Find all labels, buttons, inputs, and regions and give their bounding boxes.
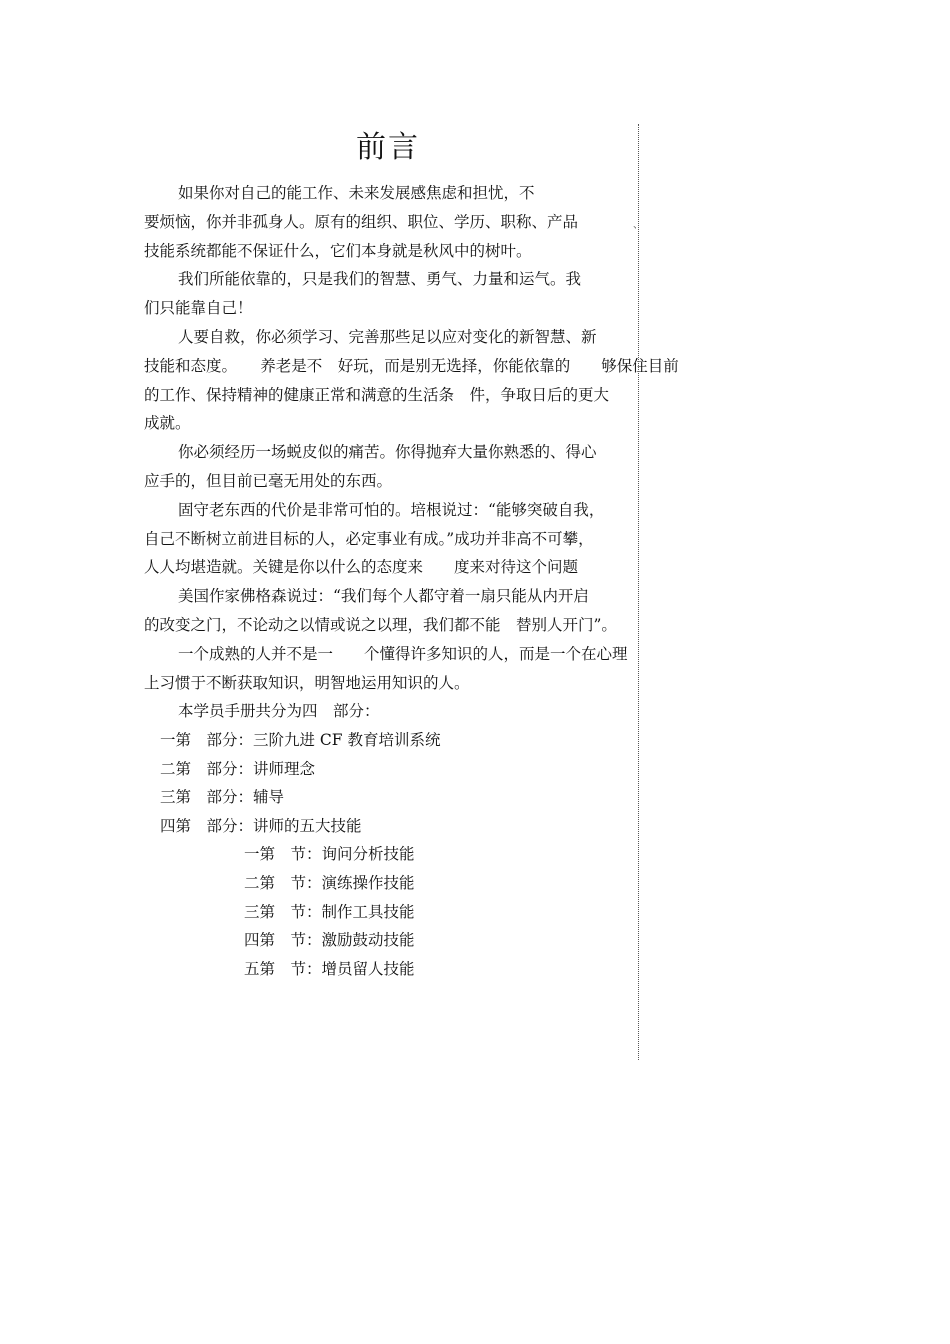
text-line: 的改变之门，不论动之以情或说之以理，我们都不能 替别人开门”。 [144, 615, 617, 634]
text-line: 一个成熟的人并不是一 个懂得许多知识的人，而是一个在心理 [178, 644, 628, 663]
text-line: 技能和态度。 养老是不 好玩，而是别无选择，你能依靠的 够保住目前 [144, 356, 679, 375]
text-line: 美国作家佛格森说过：“我们每个人都守着一扇只能从内开启 [178, 587, 589, 606]
text-line: 本学员手册共分为四 部分： [178, 702, 380, 721]
page-title: 前言 [356, 130, 420, 165]
toc-section: 二第 节：演练操作技能 [244, 873, 415, 892]
text-line: 技能系统都能不保证什么，它们本身就是秋风中的树叶。 [144, 241, 532, 260]
table-of-contents [160, 726, 440, 983]
margin-dotted-line [638, 124, 639, 1060]
margin-mark: 、 [633, 220, 643, 231]
toc-section: 五第 节：增员留人技能 [244, 959, 415, 978]
text-line: 要烦恼，你并非孤身人。原有的组织、职位、学历、职称、产品 [144, 212, 579, 231]
toc-part: 四第 部分：讲师的五大技能 [160, 816, 362, 835]
toc-section: 一第 节：询问分析技能 [244, 845, 415, 864]
text-line: 人人均堪造就。关键是你以什么的态度来 度来对待这个问题 [144, 558, 579, 577]
text-line: 如果你对自己的能工作、未来发展感焦虑和担忧，不 [178, 184, 535, 202]
text-line: 成就。 [144, 414, 191, 433]
toc-part: 一第 部分：三阶九进 CF 教育培训系统 [160, 731, 441, 749]
text-line: 自己不断树立前进目标的人，必定事业有成。”成功并非高不可攀， [144, 529, 594, 548]
preface-body [144, 179, 679, 726]
text-line: 的工作、保持精神的健康正常和满意的生活条 件，争取日后的更大 [144, 385, 610, 404]
text-line: 固守老东西的代价是非常可怕的。培根说过：“能够突破自我， [178, 500, 605, 519]
text-line: 人要自救，你必须学习、完善那些足以应对变化的新智慧、新 [178, 327, 597, 346]
text-line: 上习惯于不断获取知识，明智地运用知识的人。 [144, 673, 470, 692]
text-line: 我们所能依靠的，只是我们的智慧、勇气、力量和运气。我 [178, 270, 582, 289]
toc-section: 四第 节：激励鼓动技能 [244, 931, 415, 950]
toc-part: 三第 部分：辅导 [160, 788, 285, 807]
text-line: 你必须经历一场蜕皮似的痛苦。你得抛弃大量你熟悉的、得心 [178, 443, 597, 462]
text-line: 应手的，但目前已毫无用处的东西。 [144, 471, 393, 490]
text-line: 们只能靠自己！ [144, 299, 253, 318]
toc-part: 二第 部分：讲师理念 [160, 759, 316, 778]
toc-section: 三第 节：制作工具技能 [244, 902, 415, 921]
